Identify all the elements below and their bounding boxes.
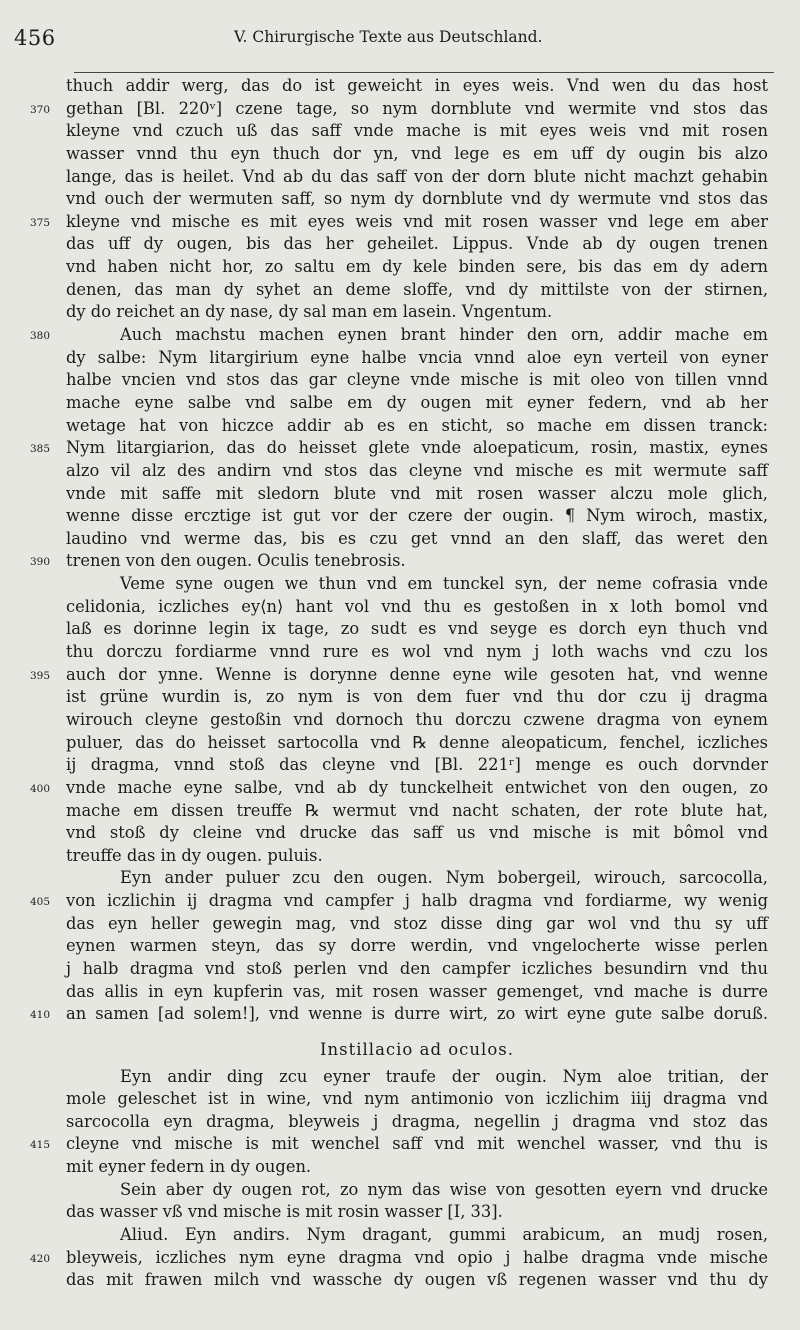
line-text: das mit frawen milch vnd wassche dy ougen vß regenen wasser vnd thu dy [66,1270,768,1290]
line-text: kleyne vnd mische es mit eyes weis vnd mit rosen wasser vnd lege em aber [66,211,768,231]
line-number: 380 [30,330,51,343]
line-text: vnd stoß dy cleine vnd drucke das saff us vnd mische is mit bômol vnd [66,823,768,843]
line-number: 415 [30,1139,51,1152]
line-text: denen, das man dy syhet an deme sloffe, vnd dy mittilste von der stirnen, [66,279,768,299]
line-text: vnd ouch der wermuten saff, so nym dy dornblute vnd dy wermute vnd stos das [66,189,768,209]
line-text: vnd haben nicht hor, zo saltu em dy kele binden sere, bis das em dy adern [66,257,768,277]
text-line [66,75,768,98]
page-number: 456 [14,26,56,50]
text-line [66,415,768,438]
line-number: 385 [30,443,51,456]
text-line [66,120,768,143]
line-text: thu dorczu fordiarme vnnd rure es wol vnd nym j loth wachs vnd czu los [66,642,768,662]
line-number: 410 [30,1009,51,1022]
text-line [66,143,768,166]
text-line [30,98,768,121]
line-text: vnde mache eyne salbe, vnd ab dy tunckelheit entwichet von den ougen, zo [66,777,768,797]
text-line [66,1156,768,1179]
line-text: treuffe das in dy ougen. puluis. [66,845,323,865]
text-line [66,505,768,528]
line-text: Auch machstu machen eynen brant hinder den orn, addir mache em [120,325,768,345]
line-text: an samen [ad solem!], vnd wenne is durre wirt, zo wirt eyne gute salbe doruß. [66,1004,768,1024]
text-line [30,1003,768,1026]
text-line [66,460,768,483]
text-line [66,166,768,189]
text-line [66,1179,768,1202]
line-text: halbe vncien vnd stos das gar cleyne vnde mische is mit oleo von tillen vnnd [66,370,768,390]
text-line [66,573,768,596]
text-line [66,845,768,868]
text-line [30,1133,768,1156]
line-text: j halb dragma vnd stoß perlen vnd den campfer iczliches besundirn vnd thu [66,958,768,978]
text-line [66,188,768,211]
text-line [30,550,768,573]
line-number: 375 [30,216,51,229]
line-text: ist grüne wurdin is, zo nym is von dem fuer vnd thu dor czu ij dragma [66,687,768,707]
text-line [66,256,768,279]
line-text: mache eyne salbe vnd salbe em dy ougen mit eyner federn, vnd ab her [66,392,768,412]
text-line [66,528,768,551]
text-line [66,935,768,958]
line-text: Nym litargiarion, das do heisset glete vnde aloepaticum, rosin, mastix, eynes [66,438,768,458]
text-line [66,1201,768,1224]
line-text: lange, das is heilet. Vnd ab du das saff von der dorn blute nicht machzt gehabin [66,166,768,186]
text-line [66,1088,768,1111]
text-line [66,1111,768,1134]
page-header [14,22,764,54]
text-line [66,483,768,506]
text-line [66,369,768,392]
line-number: 405 [30,896,51,909]
text-line [30,211,768,234]
text-line [30,664,768,687]
line-text: Instillacio ad oculos. [320,1039,514,1059]
line-text: mache em dissen treuffe ℞ wermut vnd nacht schaten, der rote blute hat, [66,800,768,820]
line-text: mit eyner federn in dy ougen. [66,1157,312,1177]
line-text: Eyn andir ding zcu eyner traufe der ougin. Nym aloe tritian, der [120,1066,768,1086]
line-text: thuch addir werg, das do ist geweicht in eyes weis. Vnd wen du das host [66,76,768,95]
line-number: 400 [30,782,51,795]
text-line [66,1269,768,1292]
line-text: wenne disse ercztige ist gut vor der czere der ougin. ¶ Nym wiroch, mastix, [66,506,768,526]
text-line [66,233,768,256]
text-line [30,437,768,460]
text-line [66,800,768,823]
text-line [66,347,768,370]
header-rule [74,72,774,73]
line-text: laß es dorinne legin ix tage, zo sudt es vnd seyge es dorch eyn thuch vnd [66,619,768,639]
line-text: gethan [Bl. 220ᵛ] czene tage, so nym dornblute vnd wermite vnd stos das [66,98,768,118]
text-line [66,641,768,664]
line-text: das uff dy ougen, bis das her geheilet. Lippus. Vnde ab dy ougen trenen [66,234,768,254]
text-line [30,1247,768,1270]
text-line [66,981,768,1004]
line-text: dy do reichet an dy nase, dy sal man em lasein. Vngentum. [66,302,553,322]
text-line [66,279,768,302]
text-line [30,324,768,347]
line-text: trenen von den ougen. Oculis tenebrosis. [66,551,406,571]
line-text: ij dragma, vnnd stoß das cleyne vnd [Bl. 221ʳ] menge es ouch dorvnder [66,755,768,775]
text-line [66,301,768,324]
line-number: 395 [30,669,51,682]
running-title: V. Chirurgische Texte aus Deutschland. [234,28,543,46]
text-line [30,777,768,800]
line-text: cleyne vnd mische is mit wenchel saff vnd mit wenchel wasser, vnd thu is [66,1134,768,1154]
line-text: sarcocolla eyn dragma, bleyweis j dragma, negellin j dragma vnd stoz das [66,1111,768,1131]
line-text: wasser vnnd thu eyn thuch dor yn, vnd lege es em uff dy ougin bis alzo [66,143,768,163]
line-text: von iczlichin ij dragma vnd campfer j halb dragma vnd fordiarme, wy wenig [66,891,768,911]
line-number: 370 [30,103,51,116]
line-text: Eyn ander puluer zcu den ougen. Nym bobergeil, wirouch, sarcocolla, [120,868,768,888]
line-text: kleyne vnd czuch uß das saff vnde mache is mit eyes weis vnd mit rosen [66,121,768,141]
text-line [66,686,768,709]
text-line [66,913,768,936]
line-text: vnde mit saffe mit sledorn blute vnd mit rosen wasser alczu mole glich, [66,483,768,503]
line-text: Sein aber dy ougen rot, zo nym das wise von gesotten eyern vnd drucke [120,1179,768,1199]
line-text: wirouch cleyne gestoßin vnd dornoch thu dorczu czwene dragma von eynem [66,709,768,729]
text-line [66,732,768,755]
text-line [30,890,768,913]
body-text [30,75,768,1292]
text-line [66,958,768,981]
line-text: das wasser vß vnd mische is mit rosin wasser [I, 33]. [66,1202,503,1222]
line-text: Aliud. Eyn andirs. Nym dragant, gummi arabicum, an mudj rosen, [120,1225,768,1245]
line-text: auch dor ynne. Wenne is dorynne denne eyne wile gesoten hat, vnd wenne [66,664,768,684]
line-number: 390 [30,556,51,569]
text-line [66,867,768,890]
line-text: das eyn heller gewegin mag, vnd stoz disse ding gar wol vnd thu sy uff [66,913,768,933]
text-line [66,392,768,415]
line-text: mole geleschet ist in wine, vnd nym antimonio von iczlichim iiij dragma vnd [66,1089,768,1109]
text-line [66,1066,768,1089]
line-text: laudino vnd werme das, bis es czu get vnnd an den slaff, das weret den [66,528,768,548]
line-text: celidonia, iczliches ey⟨n⟩ hant vol vnd thu es gestoßen in x loth bomol vnd [66,596,768,616]
text-line [66,754,768,777]
line-text: Veme syne ougen we thun vnd em tunckel syn, der neme cofrasia vnde [120,574,768,594]
text-line [66,618,768,641]
line-text: eynen warmen steyn, das sy dorre werdin, vnd vngelocherte wisse perlen [66,936,768,956]
text-line [66,822,768,845]
line-text: wetage hat von hiczce addir ab es en sticht, so mache em dissen tranck: [66,415,768,435]
line-text: bleyweis, iczliches nym eyne dragma vnd opio j halbe dragma vnde mische [66,1247,768,1267]
text-line [66,596,768,619]
section-heading [66,1039,768,1062]
line-number: 420 [30,1252,51,1265]
line-text: puluer, das do heisset sartocolla vnd ℞ denne aleopaticum, fenchel, iczliches [66,732,768,752]
text-line [66,709,768,732]
line-text: das allis in eyn kupferin vas, mit rosen wasser gemenget, vnd mache is durre [66,981,768,1001]
line-text: dy salbe: Nym litargirium eyne halbe vncia vnnd aloe eyn verteil von eyner [66,347,768,367]
line-text: alzo vil alz des andirn vnd stos das cleyne vnd mische es mit wermute saff [66,460,768,480]
text-line [66,1224,768,1247]
